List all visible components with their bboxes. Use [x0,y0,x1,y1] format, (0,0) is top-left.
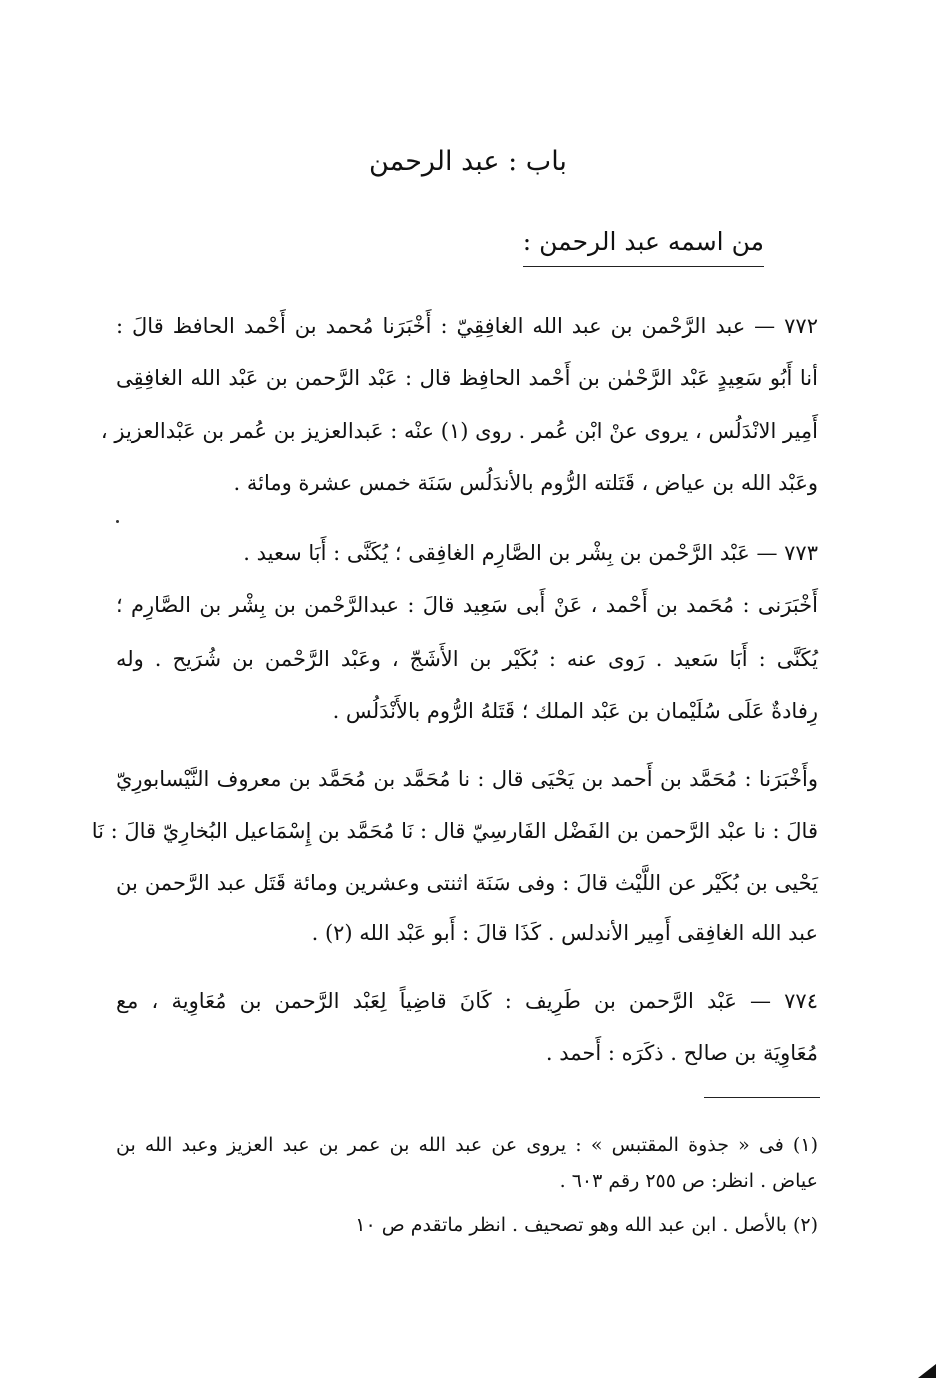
footnote-line: (١) فى « جذوة المقتبس » : يروى عن عبد الله بن عمر بن عبد العزيز وعبد الله بن [116,1134,818,1156]
text-line: ٧٧٤ — عَبْد الرَّحمن بن طَرِيف : كَانَ قاضِياً لِعَبْد الرَّحمن بن مُعَاوِية ، مع [116,989,818,1013]
footnote-line: عياض . انظر: ص ٢٥٥ رقم ٦٠٣ . [559,1170,818,1192]
ink-speck [116,520,119,523]
text-line: أنا أَبُو سَعِيدٍ عَبْد الرَّحْمٰن بن أَحْمد الحافِظ قال : عَبْد الرَّحمن بن عَبْد الله الغافِقِى [116,366,818,390]
section-heading: من اسمه عبد الرحمن : [523,222,764,267]
text-line: مُعَاوِيَة بن صالح . ذكَرَه : أَحمد . [545,1041,818,1065]
text-line: عبد الله الغافِقى أَمِير الأندلس . كَذَا قالَ : أَبو عَبْد الله (٢) . [311,921,818,945]
text-line: ٧٧٣ — عَبْد الرَّحْمن بن بِشْر بن الصَّارِم الغافِقى ؛ يُكَنَّى : أَبَا سعيد . [243,541,818,565]
text-line: أَمِير الانْدَلُس ، يروى عنْ ابْن عُمر . روى (١) عنْه : عَبدالعزيز بن عُمر بن عَبْدالعزيز ، [100,419,818,443]
text-line: وأَخْبَرَنا : مُحَمَّد بن أَحمد بن يَحْيَى قال : نا مُحَمَّد بن مُحَمَّد بن معروف النَّيْسابورِيّ [116,767,818,791]
chapter-title: باب : عبد الرحمن [369,146,567,177]
text-line: يُكَنَّى : أَبَا سَعيد . رَوى عنه : بُكَيْر بن الأَشَجّ ، وعَبْد الرَّحْمن بن شُرَيح . وله [116,647,818,671]
text-line: رِفادةٌ عَلَى سُلَيْمان بن عَبْد الملك ؛ قَتَلهُ الرُّوم بالأَنْدَلُس . [332,699,818,723]
page-corner-mark [918,1364,936,1378]
text-line: يَحْيى بن بُكَيْر عن اللَّيْث قالَ : وفى سَنَة اثنتى وعشرين ومائة قَتَل عبد الرَّحمن بن [116,871,818,895]
footnote-line: (٢) بالأصل . ابن عبد الله وهو تصحيف . انظر ماتقدم ص ١٠ [355,1214,818,1236]
text-line: وعَبْد الله بن عياض ، قَتَلته الرُّوم بالأندَلُس سَنَة خمس عشرة ومائة . [233,471,818,495]
text-line: أَخْبَرَنى : مُحَمد بن أَحْمد ، عَنْ أَبى سَعِيد قالَ : عبدالرَّحْمن بن بِشْر بن الصَّارِم ؛ [116,593,818,617]
text-line: قالَ : نا عبْد الرَّحمن بن الفَضْل الفَارسِيّ قال : نَا مُحَمَّد بن إِسْمَاعيل البُخارِيّ قالَ : نَا [91,819,818,843]
footnote-separator [704,1097,820,1098]
text-line: ٧٧٢ — عبد الرَّحْمن بن عبد الله الغافِقِيّ : أَخْبَرَنا مُحمد بن أَحْمد الحافظ قالَ : [116,314,818,338]
